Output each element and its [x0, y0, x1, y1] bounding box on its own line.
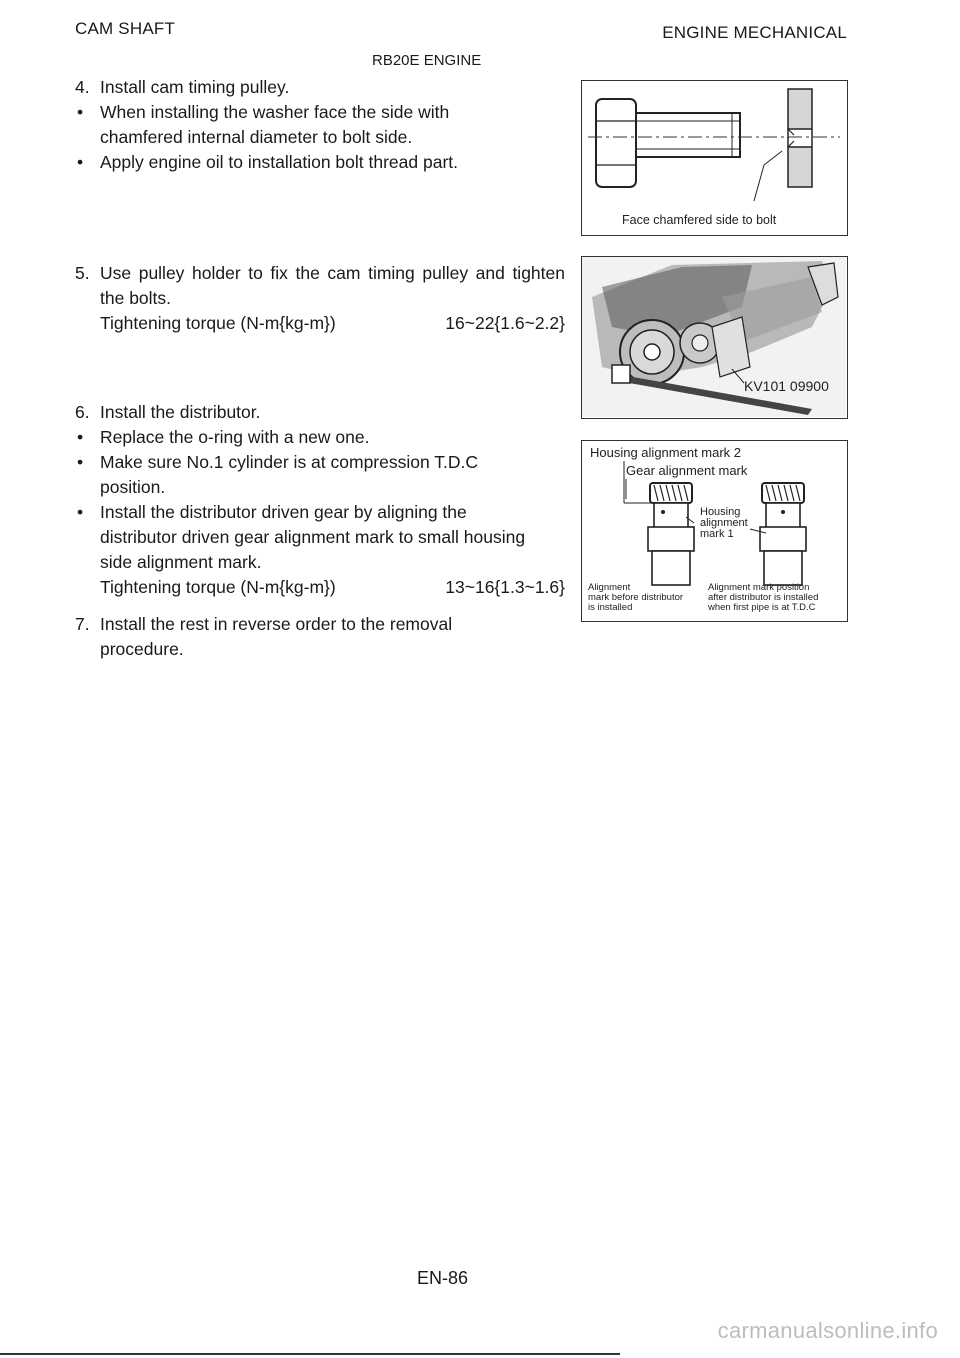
torque-value: 16~22{1.6~2.2} [445, 313, 565, 333]
bullet-text: When installing the washer face the side with chamfered internal diameter to bolt side. [100, 102, 450, 147]
step-text: Install cam timing pulley. [100, 77, 290, 97]
housing-mark-1-line: Housing [700, 506, 741, 518]
housing-mark-1-line: mark 1 [700, 528, 734, 540]
bullet-icon: • [77, 152, 84, 172]
watermark: carmanualsonline.info [717, 1318, 938, 1343]
step-text: Install the rest in reverse order to the removal procedure. [100, 614, 453, 659]
right-caption-line: after distributor is installed [708, 592, 819, 603]
distributor-alignment-figure [581, 440, 848, 622]
left-caption-line: is installed [588, 602, 633, 613]
bullet-icon: • [77, 452, 84, 472]
step-number: 4. [75, 77, 90, 97]
tool-label: KV101 09900 [744, 378, 829, 394]
pulley-holder-figure [581, 256, 848, 419]
bullet-text: Replace the o-ring with a new one. [100, 427, 370, 447]
torque-label: Tightening torque (N-m{kg-m}) [100, 577, 336, 597]
step-6 [75, 400, 565, 600]
step-text: Install the distributor. [100, 402, 261, 422]
engine-subtitle: RB20E ENGINE [372, 52, 482, 69]
gear-mark-label: Gear alignment mark [626, 463, 748, 478]
section-title-left: CAM SHAFT [75, 19, 176, 38]
right-caption-line: Alignment mark position [708, 582, 810, 593]
bullet-icon: • [77, 502, 84, 522]
step-number: 5. [75, 263, 90, 283]
bullet-icon: • [77, 427, 84, 447]
step-text: Use pulley holder to fix the cam timing pulley and tighten the bolts. [100, 263, 565, 308]
footer-divider [0, 1353, 620, 1355]
housing-mark-1-line: alignment [700, 517, 748, 529]
housing-mark-2-label: Housing alignment mark 2 [590, 445, 742, 460]
bolt-caption: Face chamfered side to bolt [622, 213, 777, 227]
left-caption [588, 583, 683, 613]
bullet-text: Apply engine oil to installation bolt thread part. [100, 152, 459, 172]
bullet-text: Install the distributor driven gear by aligning the distributor driven gear alignment mark to small housing side alignment mark. [100, 502, 526, 572]
right-caption-line: when first pipe is at T.D.C [708, 602, 816, 613]
torque-value: 13~16{1.3~1.6} [445, 577, 565, 597]
section-title-right: ENGINE MECHANICAL [662, 23, 847, 42]
bolt-washer-figure [581, 80, 848, 236]
step-number: 7. [75, 614, 90, 634]
housing-mark-1-label [700, 507, 748, 540]
bolt-washer-drawing [582, 81, 846, 211]
step-4 [75, 75, 565, 175]
left-caption-line: mark before distributor [588, 592, 684, 603]
step-7 [75, 612, 505, 662]
page-number: EN-86 [417, 1268, 469, 1288]
step-number: 6. [75, 402, 90, 422]
bullet-icon: • [77, 102, 84, 122]
bullet-text: Make sure No.1 cylinder is at compression T.D.C position. [100, 452, 479, 497]
left-caption-line: Alignment [588, 582, 631, 593]
right-caption [708, 583, 818, 613]
step-5 [75, 261, 565, 336]
torque-label: Tightening torque (N-m{kg-m}) [100, 313, 336, 333]
